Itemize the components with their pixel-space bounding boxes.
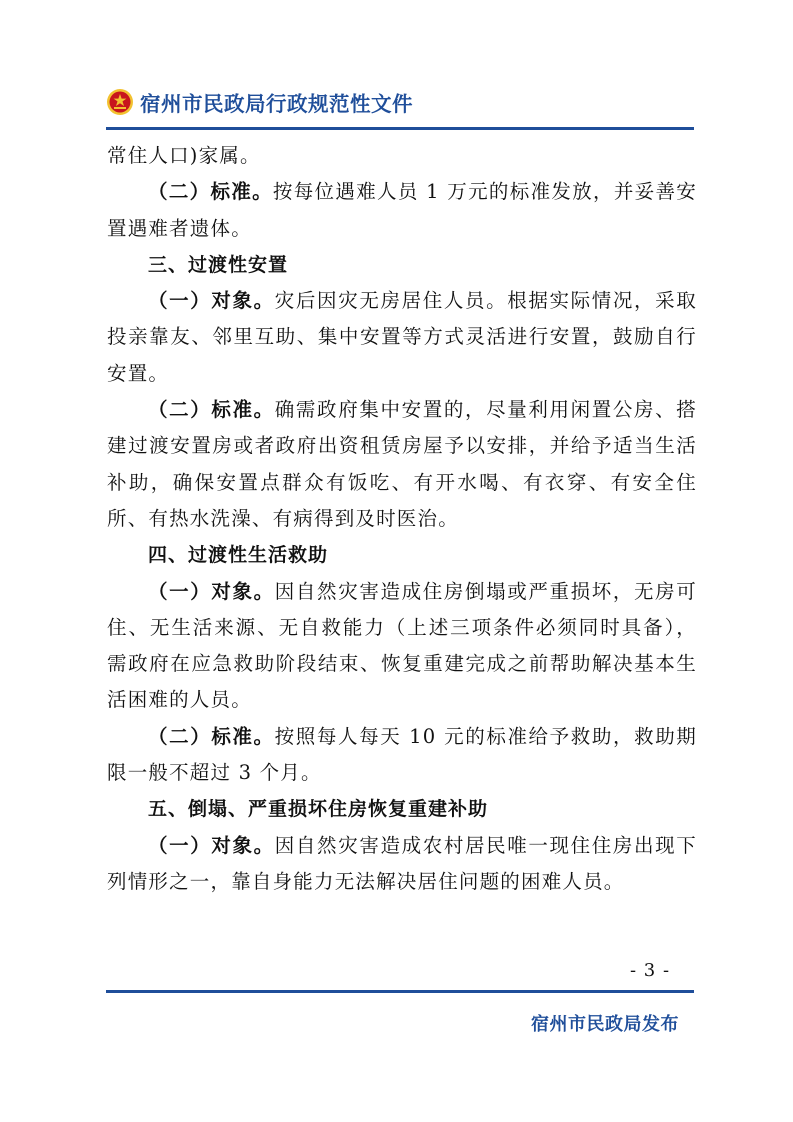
document-header <box>106 84 413 120</box>
paragraph-lead: （一）对象。 <box>148 579 275 603</box>
header-title: 宿州市民政局行政规范性文件 <box>140 92 413 116</box>
paragraph-lead: （二）标准。 <box>148 180 273 204</box>
footer-publisher: 宿州市民政局发布 <box>531 1014 679 1035</box>
paragraph-text: 按每位遇难人员 1 万元的标准发放，并妥善安置遇难者遗体。 <box>107 180 697 240</box>
paragraph-text: 确需政府集中安置的，尽量利用闲置公房、搭建过渡安置房或者政府出资租赁房屋予以安排，并给予适当生活补助，确保安置点群众有饭吃、有开水喝、有衣穿、有安全住所、有热水洗澡、有病得到及时医治。 <box>107 398 697 530</box>
header-divider <box>106 127 694 130</box>
section-heading: 三、过渡性安置 <box>148 253 289 276</box>
section-heading: 四、过渡性生活救助 <box>148 544 329 567</box>
footer-divider <box>106 990 694 993</box>
paragraph-lead: （二）标准。 <box>148 724 275 748</box>
paragraph <box>107 283 697 392</box>
paragraph: 常住人口)家属。 <box>107 144 261 167</box>
paragraph <box>107 174 697 247</box>
section-heading: 五、倒塌、严重损坏住房恢复重建补助 <box>148 798 489 821</box>
paragraph <box>107 828 697 901</box>
paragraph-text: 按照每人每天 10 元的标准给予救助，救助期限一般不超过 3 个月。 <box>107 724 697 785</box>
document-body <box>107 138 697 900</box>
paragraph <box>107 392 697 537</box>
paragraph-text: 灾后因灾无房居住人员。根据实际情况，采取投亲靠友、邻里互助、集中安置等方式灵活进行安置，鼓励自行安置。 <box>107 289 697 385</box>
national-emblem-icon <box>106 88 134 116</box>
paragraph <box>107 574 697 719</box>
paragraph-lead: （一）对象。 <box>148 289 275 313</box>
page-number: - 3 - <box>630 960 671 981</box>
paragraph-text: 因自然灾害造成住房倒塌或严重损坏，无房可住、无生活来源、无自救能力（上述三项条件必须同时具备），需政府在应急救助阶段结束、恢复重建完成之前帮助解决基本生活困难的人员。 <box>107 579 697 712</box>
paragraph <box>107 719 697 792</box>
paragraph-lead: （一）对象。 <box>148 833 275 857</box>
paragraph-text: 因自然灾害造成农村居民唯一现住住房出现下列情形之一，靠自身能力无法解决居住问题的困难人员。 <box>107 833 697 893</box>
paragraph-lead: （二）标准。 <box>148 398 275 422</box>
